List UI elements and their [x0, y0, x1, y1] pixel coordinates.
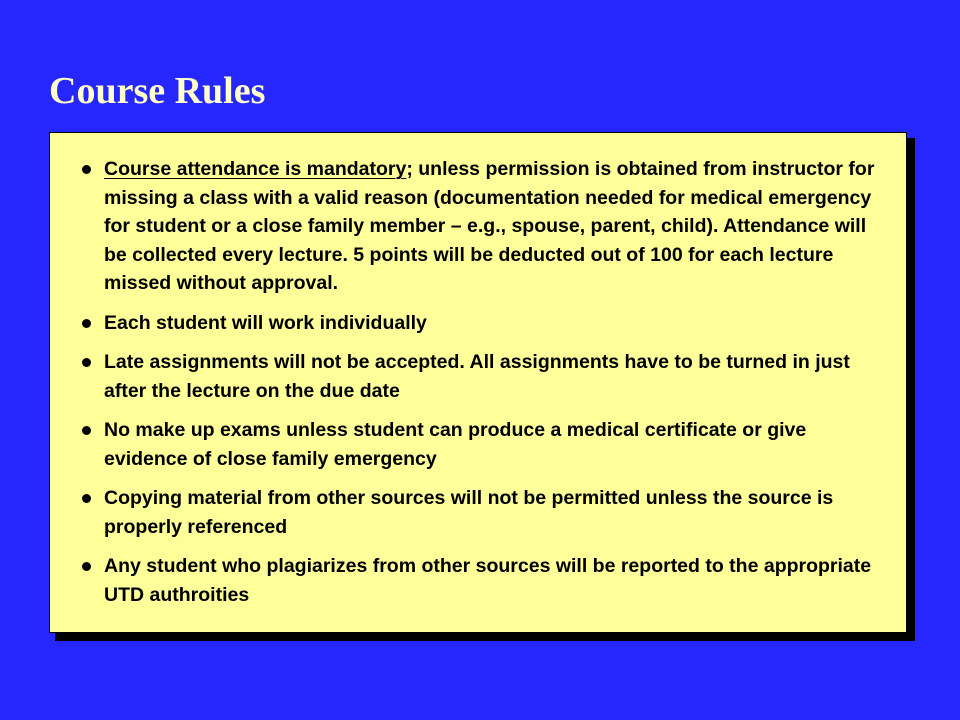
- rule-item-make-up-exams: [50, 416, 906, 473]
- bullet-icon: [82, 494, 91, 503]
- slide-title: Course Rules: [49, 70, 266, 112]
- rule-text: No make up exams unless student can produce a medical certificate or give evidence of close family emergency: [104, 419, 807, 470]
- rules-content-box: [49, 132, 907, 633]
- bullet-icon: [82, 319, 91, 328]
- bullet-icon: [82, 165, 91, 174]
- rules-list: [50, 133, 906, 609]
- rule-item-late-assignments: [50, 348, 906, 405]
- rule-item-attendance: [50, 155, 906, 298]
- rule-text: Each student will work individually: [104, 311, 427, 334]
- rule-item-individual-work: [50, 309, 906, 338]
- rule-text: Late assignments will not be accepted. All assignments have to be turned in just after the lecture on the due date: [104, 351, 850, 402]
- bullet-icon: [82, 562, 91, 571]
- rule-text: Any student who plagiarizes from other sources will be reported to the appropriate UTD authroities: [104, 555, 872, 606]
- rule-text: ; unless permission is obtained from instructor for missing a class with a valid reason (documentation needed for medical emergency for student or a close family member – e.g., spouse, parent, child). Attendance will be collected every lecture. 5 points will be deducted out of 100 for each lecture missed without approval.: [104, 158, 875, 294]
- rule-item-copying: [50, 484, 906, 541]
- bullet-icon: [82, 426, 91, 435]
- rule-item-plagiarism: [50, 552, 906, 609]
- rule-lead-text: Course attendance is mandatory: [104, 158, 407, 180]
- bullet-icon: [82, 358, 91, 367]
- rule-text: Copying material from other sources will not be permitted unless the source is properly referenced: [104, 487, 834, 538]
